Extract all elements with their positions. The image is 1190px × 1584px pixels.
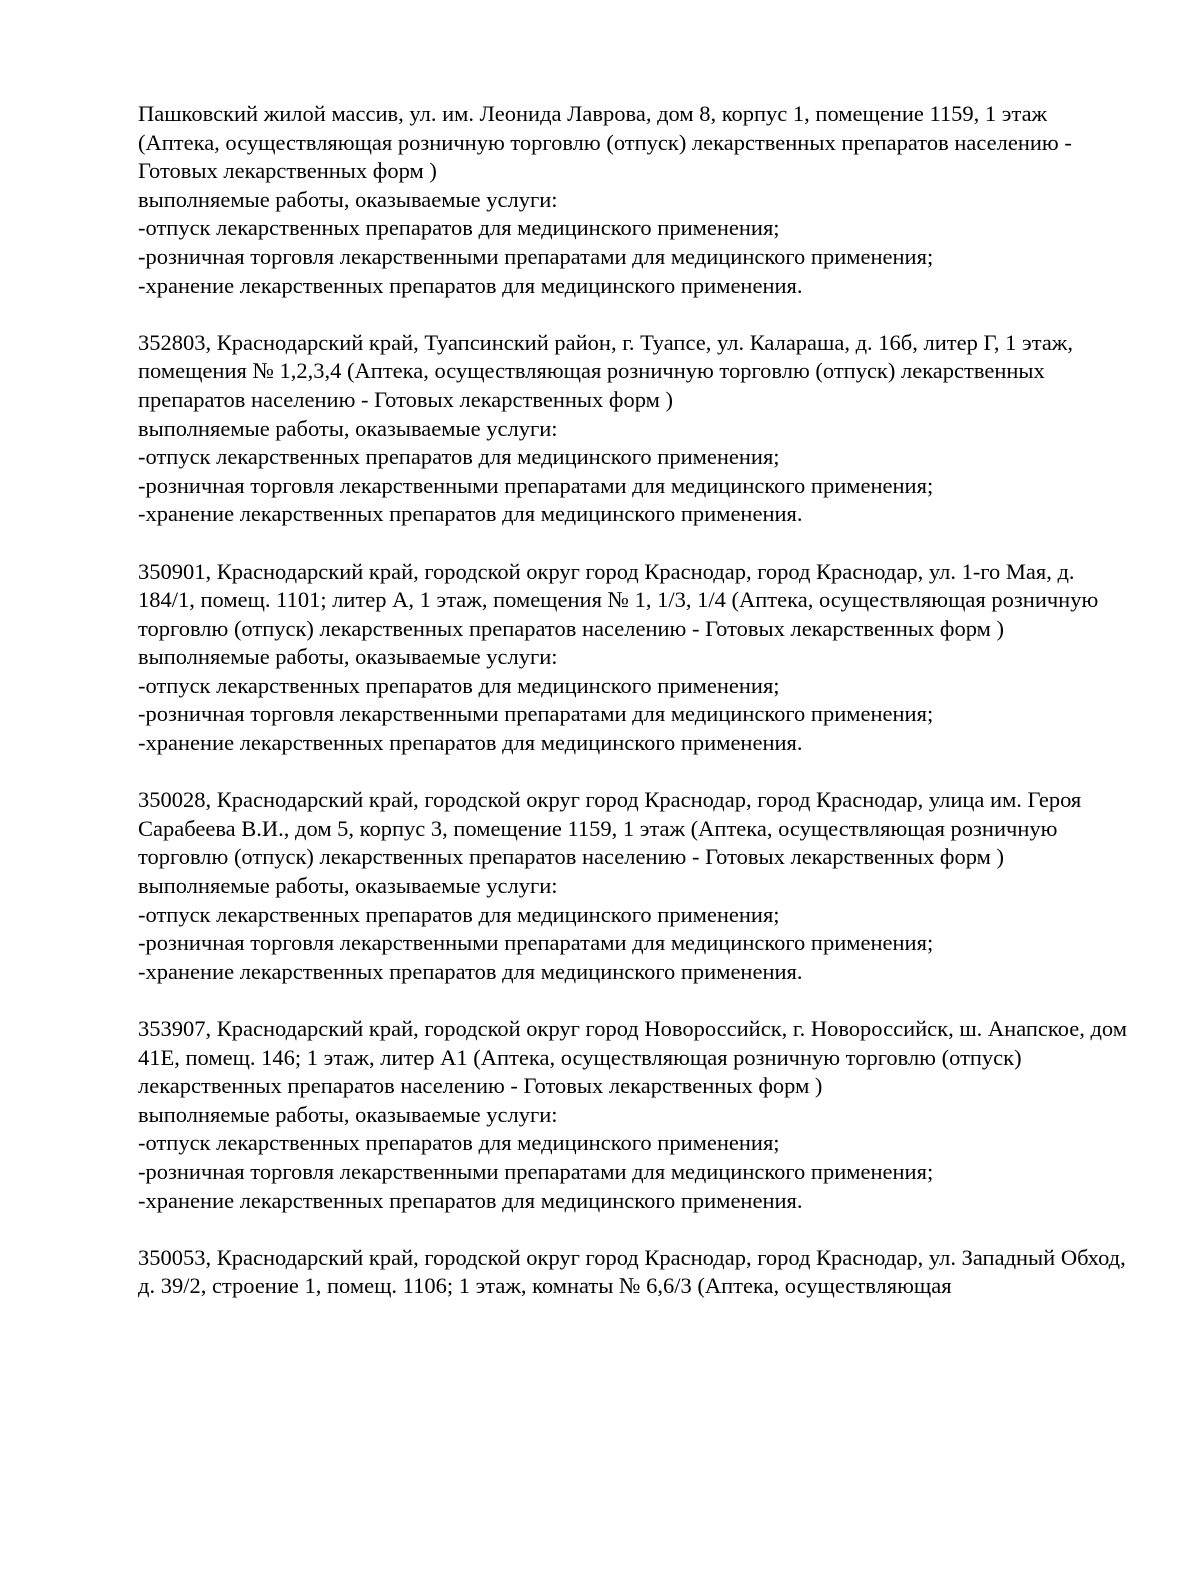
service-item: -хранение лекарственных препаратов для медицинского применения.: [138, 958, 803, 984]
service-item: -розничная торговля лекарственными препаратами для медицинского применения;: [138, 243, 934, 269]
pharmacy-entry-4: [138, 786, 1128, 986]
entry-address: 352803, Краснодарский край, Туапсинский район, г. Туапсе, ул. Калараша, д. 16б, литер Г, 1 этаж, помещения № 1,2,3,4 (Аптека, осуществляющая розничную торговлю (отпуск) лекарственных препаратов населению - Готовых лекарственных форм ): [138, 329, 1073, 412]
entry-address: Пашковский жилой массив, ул. им. Леонида Лаврова, дом 8, корпус 1, помещение 1159, 1 этаж (Аптека, осуществляющая розничную торговлю (отпуск) лекарственных препаратов населению - Готовых лекарственных форм ): [138, 101, 1072, 184]
entry-address: 353907, Краснодарский край, городской округ город Новороссийск, г. Новороссийск, ш. Анапское, дом 41Е, помещ. 146; 1 этаж, литер А1 (Аптека, осуществляющая розничную торговлю (отпуск) лекарственных препаратов населению - Готовых лекарственных форм ): [138, 1016, 1127, 1099]
services-label: выполняемые работы, оказываемые услуги:: [138, 415, 558, 441]
entry-address: 350901, Краснодарский край, городской округ город Краснодар, город Краснодар, ул. 1-го Мая, д. 184/1, помещ. 1101; литер А, 1 этаж, помещения № 1, 1/3, 1/4 (Аптека, осуществляющая розничную торговлю (отпуск) лекарственных препаратов населению - Готовых лекарственных форм ): [138, 558, 1099, 641]
pharmacy-entry-3: [138, 558, 1128, 758]
service-item: -хранение лекарственных препаратов для медицинского применения.: [138, 272, 803, 298]
entry-address: 350028, Краснодарский край, городской округ город Краснодар, город Краснодар, улица им. Героя Сарабеева В.И., дом 5, корпус 3, помещение 1159, 1 этаж (Аптека, осуществляющая розничную торговлю (отпуск) лекарственных препаратов населению - Готовых лекарственных форм ): [138, 787, 1082, 870]
pharmacy-entry-2: [138, 329, 1128, 529]
pharmacy-entry-5: [138, 1015, 1128, 1215]
services-label: выполняемые работы, оказываемые услуги:: [138, 873, 558, 899]
services-label: выполняемые работы, оказываемые услуги:: [138, 1101, 558, 1127]
service-item: -отпуск лекарственных препаратов для медицинского применения;: [138, 444, 780, 470]
service-item: -розничная торговля лекарственными препаратами для медицинского применения;: [138, 472, 934, 498]
services-label: выполняемые работы, оказываемые услуги:: [138, 186, 558, 212]
service-item: -отпуск лекарственных препаратов для медицинского применения;: [138, 1130, 780, 1156]
service-item: -хранение лекарственных препаратов для медицинского применения.: [138, 1187, 803, 1213]
document-page: [138, 100, 1128, 1301]
service-item: -розничная торговля лекарственными препаратами для медицинского применения;: [138, 930, 934, 956]
service-item: -розничная торговля лекарственными препаратами для медицинского применения;: [138, 701, 934, 727]
pharmacy-entry-6: [138, 1244, 1128, 1301]
service-item: -розничная торговля лекарственными препаратами для медицинского применения;: [138, 1158, 934, 1184]
pharmacy-entry-1: [138, 100, 1128, 300]
service-item: -хранение лекарственных препаратов для медицинского применения.: [138, 730, 803, 756]
service-item: -отпуск лекарственных препаратов для медицинского применения;: [138, 215, 780, 241]
service-item: -отпуск лекарственных препаратов для медицинского применения;: [138, 901, 780, 927]
service-item: -хранение лекарственных препаратов для медицинского применения.: [138, 501, 803, 527]
services-label: выполняемые работы, оказываемые услуги:: [138, 644, 558, 670]
entry-address: 350053, Краснодарский край, городской округ город Краснодар, город Краснодар, ул. Западный Обход, д. 39/2, строение 1, помещ. 1106; 1 этаж, комнаты № 6,6/3 (Аптека, осуществляющая: [138, 1244, 1126, 1299]
service-item: -отпуск лекарственных препаратов для медицинского применения;: [138, 672, 780, 698]
